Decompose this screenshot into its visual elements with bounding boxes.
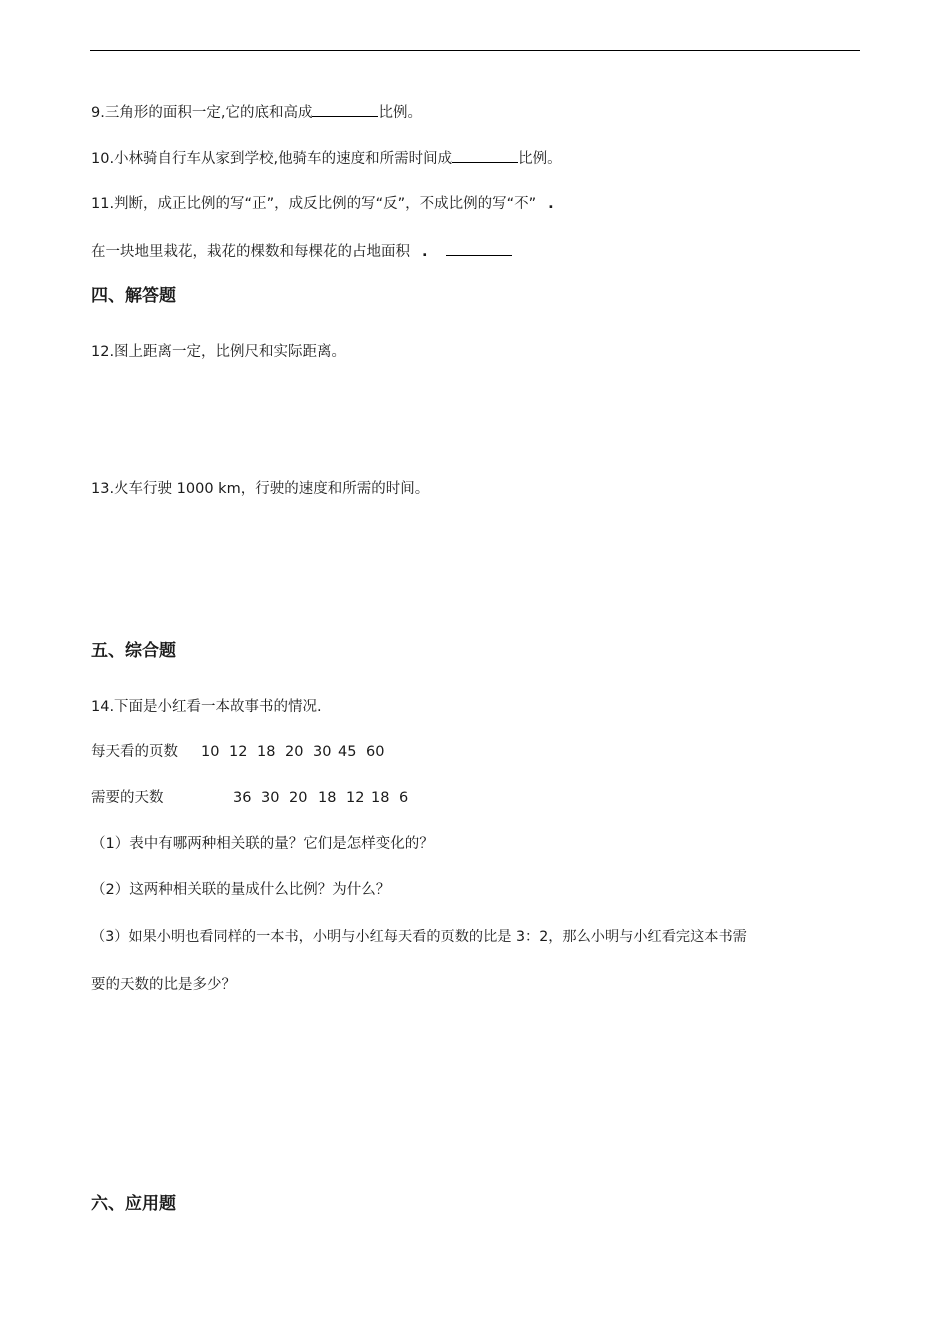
question-11-item [91, 241, 512, 262]
table-cell: 18 [371, 790, 390, 806]
answer-blank[interactable] [312, 102, 378, 117]
table-row-days [91, 788, 409, 808]
question-11-item-text: 在一块地里栽花，栽花的棵数和每棵花的占地面积 [91, 244, 410, 260]
table-cell: 20 [285, 744, 304, 760]
question-9 [91, 102, 422, 123]
question-11 [91, 194, 554, 214]
answer-blank[interactable] [452, 148, 518, 163]
table-cell: 10 [201, 744, 220, 760]
table-cell: 60 [366, 744, 385, 760]
question-10 [91, 148, 562, 169]
section-heading-6: 六、应用题 [91, 1194, 176, 1214]
question-12: 12.图上距离一定，比例尺和实际距离。 [91, 344, 347, 360]
sub-question-3-continued: 要的天数的比是多少？ [91, 977, 236, 993]
sub-question-3: （3）如果小明也看同样的一本书，小明与小红每天看的页数的比是 3：2，那么小明与小红看完这本书需 [91, 929, 747, 945]
question-10-suffix: 比例。 [518, 151, 562, 167]
answer-blank[interactable] [446, 241, 512, 256]
table-row-label: 每天看的页数 [91, 744, 178, 760]
question-9-suffix: 比例。 [378, 105, 422, 121]
question-14: 14.下面是小红看一本故事书的情况. [91, 699, 322, 715]
sub-question-1: （1）表中有哪两种相关联的量？它们是怎样变化的？ [91, 836, 434, 852]
table-cell: 36 [233, 790, 252, 806]
table-cell: 30 [313, 744, 332, 760]
question-10-text: 10.小林骑自行车从家到学校,他骑车的速度和所需时间成 [91, 151, 453, 167]
question-9-text: 9.三角形的面积一定,它的底和高成 [91, 105, 313, 121]
section-heading-5: 五、综合题 [91, 641, 176, 661]
question-11-period: . [548, 196, 554, 212]
table-cell: 12 [229, 744, 248, 760]
question-11-text: 11.判断，成正比例的写“正”，成反比例的写“反”，不成比例的写“不” [91, 196, 537, 212]
question-13: 13.火车行驶 1000 km，行驶的速度和所需的时间。 [91, 481, 430, 497]
table-cell: 18 [318, 790, 337, 806]
sub-question-2: （2）这两种相关联的量成什么比例？为什么？ [91, 882, 391, 898]
section-heading-4: 四、解答题 [91, 286, 176, 306]
table-cell: 6 [399, 790, 409, 806]
table-cell: 20 [289, 790, 308, 806]
table-cell: 45 [338, 744, 357, 760]
question-11-item-period: . [422, 244, 428, 260]
header-rule [90, 50, 860, 51]
table-row-pages [91, 742, 385, 762]
table-row-label: 需要的天数 [91, 790, 164, 806]
table-cell: 12 [346, 790, 365, 806]
table-cell: 18 [257, 744, 276, 760]
table-cell: 30 [261, 790, 280, 806]
